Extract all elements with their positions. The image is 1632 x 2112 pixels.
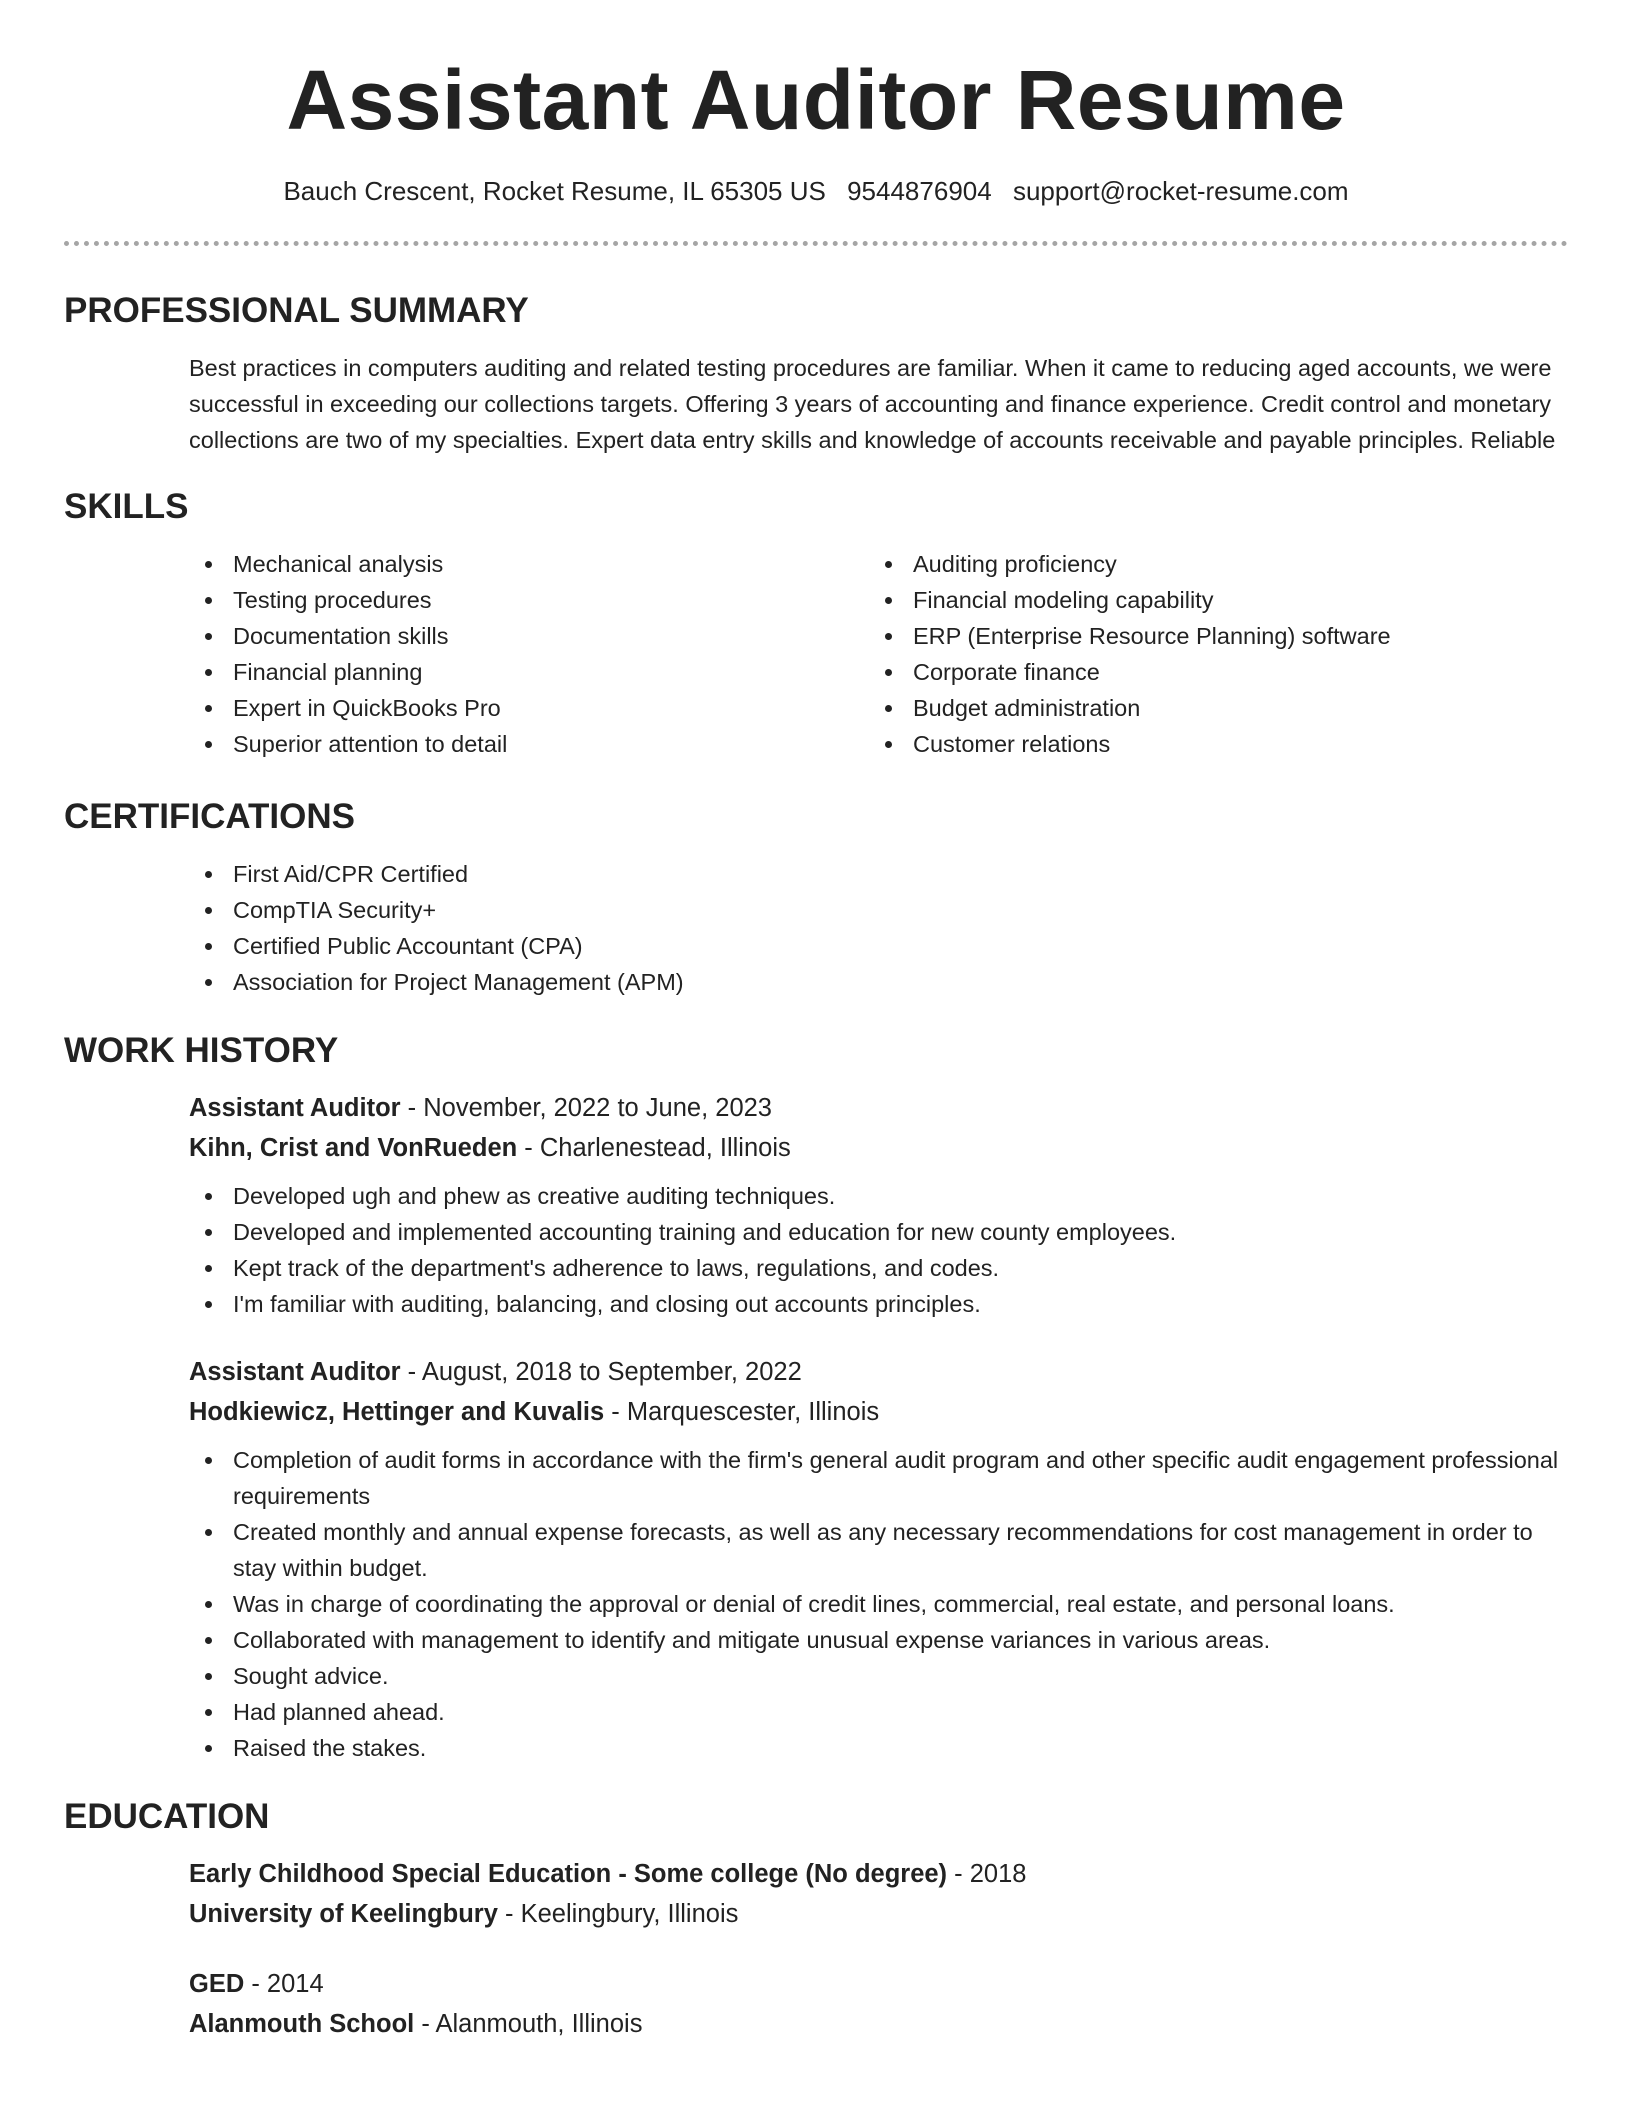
skill-item: Mechanical analysis <box>189 546 869 582</box>
job-dates: - August, 2018 to September, 2022 <box>400 1358 802 1387</box>
education-degree-line <box>189 1964 1632 2004</box>
skills-column-left <box>189 546 869 762</box>
job-location: - Charlenestead, Illinois <box>517 1134 791 1163</box>
job-duty-item: Sought advice. <box>189 1658 1568 1694</box>
job-duty-item: Developed ugh and phew as creative auditing techniques. <box>189 1178 1568 1214</box>
job-duty-item: Raised the stakes. <box>189 1730 1568 1766</box>
job-company: Hodkiewicz, Hettinger and Kuvalis <box>189 1398 605 1427</box>
certification-item: Association for Project Management (APM) <box>189 964 1568 1000</box>
education-year: - 2014 <box>244 1970 324 1999</box>
skill-item: Expert in QuickBooks Pro <box>189 690 869 726</box>
certification-item: CompTIA Security+ <box>189 892 1568 928</box>
contact-email: support@rocket-resume.com <box>1012 176 1349 206</box>
section-title-certifications: CERTIFICATIONS <box>64 797 356 837</box>
job-duty-item: Was in charge of coordinating the approval or denial of credit lines, commercial, real estate, and personal loans. <box>189 1586 1568 1622</box>
education-school-line <box>189 1894 1632 1934</box>
job-role: Assistant Auditor <box>189 1094 401 1123</box>
job-company: Kihn, Crist and VonRueden <box>189 1134 518 1163</box>
education-degree: Early Childhood Special Education - Some college (No degree) <box>189 1860 948 1889</box>
job-entry <box>0 1352 1632 1766</box>
job-company-line <box>189 1128 1632 1168</box>
contact-line <box>0 176 1632 207</box>
job-duty-item: Completion of audit forms in accordance with the firm's general audit program and other specific audit engagement professional requirements <box>189 1442 1568 1514</box>
job-duty-item: Kept track of the department's adherence to laws, regulations, and codes. <box>189 1250 1568 1286</box>
summary-text: Best practices in computers auditing and related testing procedures are familiar. When it came to reducing aged accounts, we were successful in exceeding our collections targets. Offering 3 years of accounting and finance experience. Credit control and monetary collections are two of my specialties. Expert data entry skills and knowledge of accounts receivable and payable principles. Reliable <box>189 355 1556 454</box>
job-duty-item: I'm familiar with auditing, balancing, and closing out accounts principles. <box>189 1286 1568 1322</box>
education-year: - 2018 <box>947 1860 1027 1889</box>
skills-list-left <box>189 546 869 762</box>
job-entry <box>0 1088 1632 1322</box>
skill-item: Budget administration <box>869 690 1549 726</box>
certification-item: Certified Public Accountant (CPA) <box>189 928 1568 964</box>
skill-item: Auditing proficiency <box>869 546 1549 582</box>
education-entry <box>0 1854 1632 1934</box>
skill-item: Corporate finance <box>869 654 1549 690</box>
header-divider <box>64 241 1568 246</box>
certification-item: First Aid/CPR Certified <box>189 856 1568 892</box>
education-school-line <box>189 2004 1632 2044</box>
skills-grid <box>189 546 1568 762</box>
skills-list-right <box>869 546 1549 762</box>
job-title-line <box>189 1352 1632 1392</box>
skill-item: Superior attention to detail <box>189 726 869 762</box>
education-school: University of Keelingbury <box>189 1900 498 1929</box>
job-location: - Marquescester, Illinois <box>604 1398 880 1427</box>
education-degree-line <box>189 1854 1632 1894</box>
job-duties-list <box>189 1442 1568 1766</box>
section-title-education: EDUCATION <box>64 1797 270 1837</box>
education-school: Alanmouth School <box>189 2010 415 2039</box>
education-entry <box>0 1964 1632 2044</box>
section-title-work-history: WORK HISTORY <box>64 1031 339 1071</box>
job-duty-item: Had planned ahead. <box>189 1694 1568 1730</box>
education-location: - Keelingbury, Illinois <box>497 1900 739 1929</box>
job-duties <box>189 1442 1568 1766</box>
education-location: - Alanmouth, Illinois <box>414 2010 643 2039</box>
skill-item: Financial planning <box>189 654 869 690</box>
education-degree: GED <box>189 1970 245 1999</box>
job-dates: - November, 2022 to June, 2023 <box>400 1094 772 1123</box>
certifications-block <box>189 856 1568 1000</box>
resume-title: Assistant Auditor Resume <box>286 53 1346 147</box>
skill-item: Testing procedures <box>189 582 869 618</box>
skills-column-right <box>869 546 1549 762</box>
contact-address: Bauch Crescent, Rocket Resume, IL 65305 US <box>283 176 826 206</box>
skill-item: Documentation skills <box>189 618 869 654</box>
skill-item: Customer relations <box>869 726 1549 762</box>
job-duty-item: Collaborated with management to identify and mitigate unusual expense variances in various areas. <box>189 1622 1568 1658</box>
certifications-list <box>189 856 1568 1000</box>
section-title-skills: SKILLS <box>64 487 189 527</box>
job-duty-item: Developed and implemented accounting training and education for new county employees. <box>189 1214 1568 1250</box>
job-title-line <box>189 1088 1632 1128</box>
skill-item: Financial modeling capability <box>869 582 1549 618</box>
job-role: Assistant Auditor <box>189 1358 401 1387</box>
section-title-summary: PROFESSIONAL SUMMARY <box>64 291 529 331</box>
job-duties-list <box>189 1178 1568 1322</box>
job-duty-item: Created monthly and annual expense forecasts, as well as any necessary recommendations for cost management in order to stay within budget. <box>189 1514 1568 1586</box>
job-duties <box>189 1178 1568 1322</box>
job-company-line <box>189 1392 1632 1432</box>
resume-header <box>0 0 1632 207</box>
skill-item: ERP (Enterprise Resource Planning) software <box>869 618 1549 654</box>
contact-phone: 9544876904 <box>847 176 992 206</box>
